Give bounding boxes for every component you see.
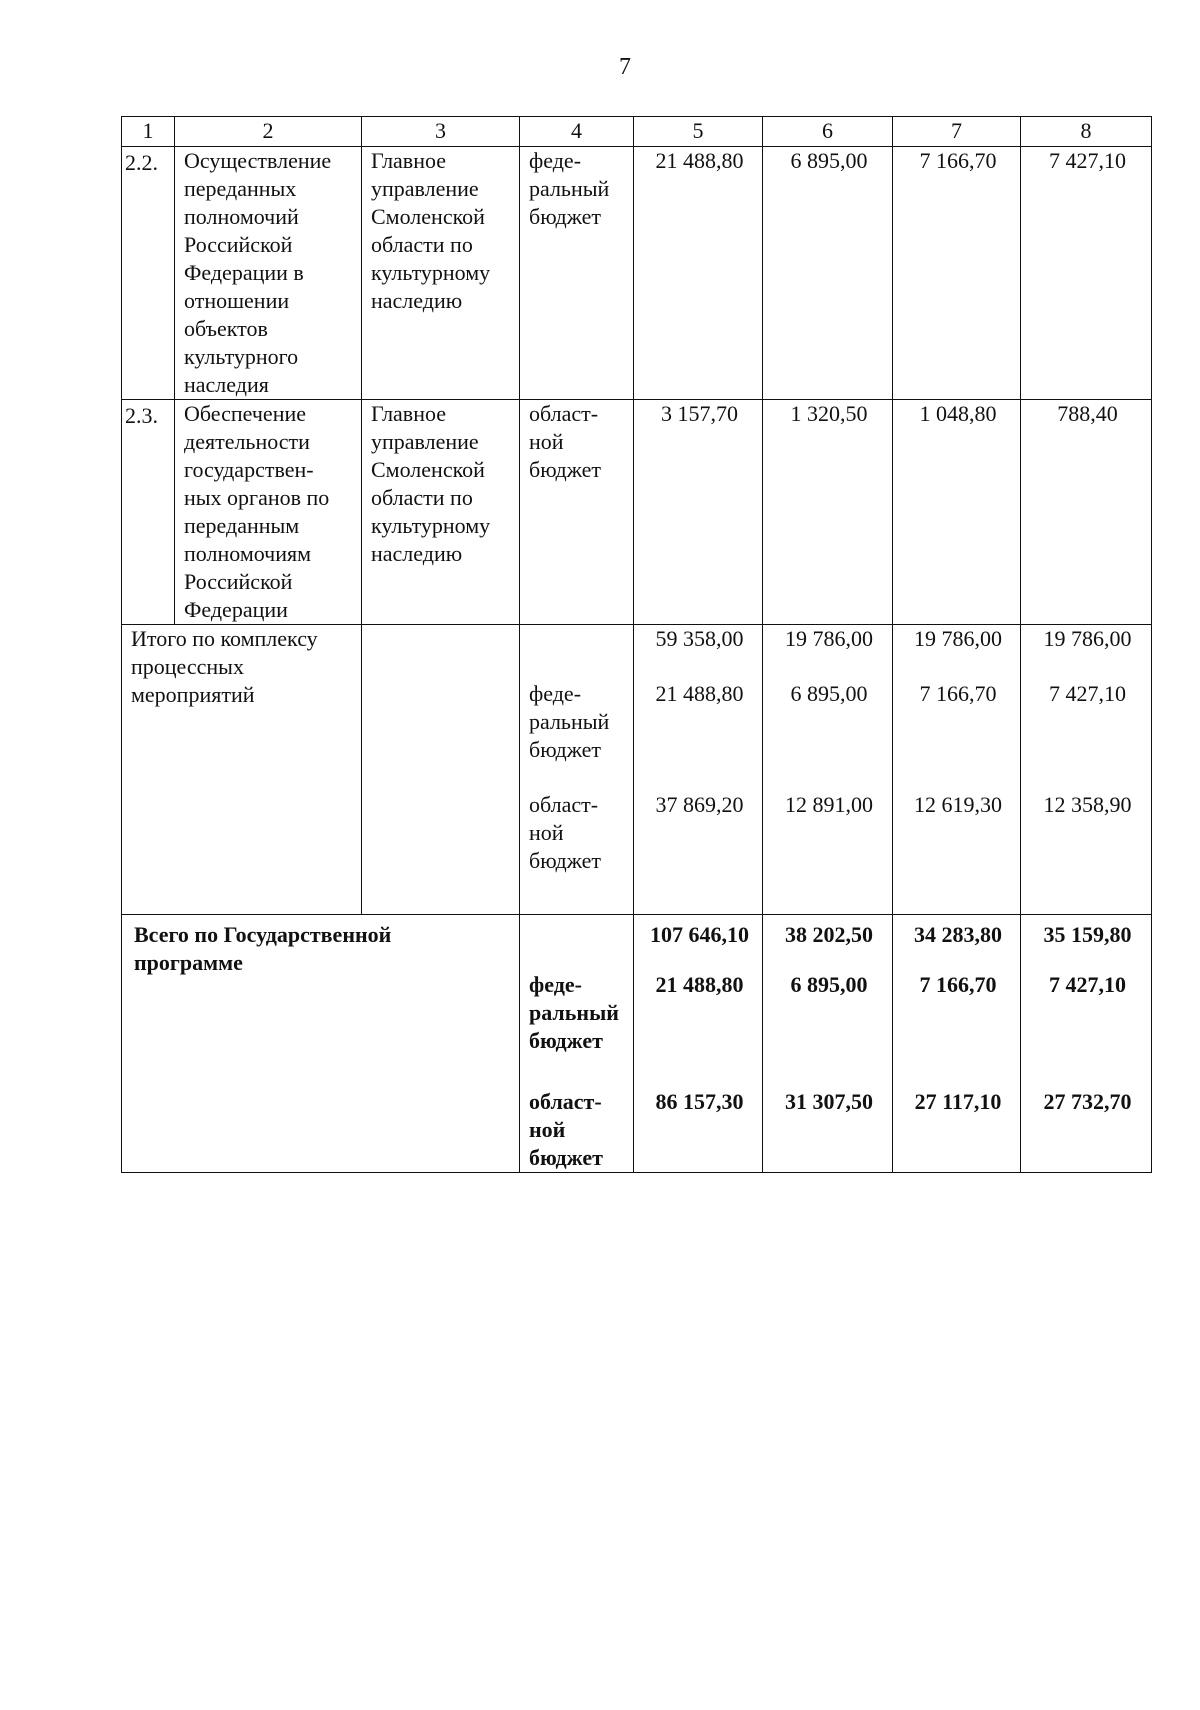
header-cell: 2 bbox=[175, 117, 362, 147]
header-cell: 3 bbox=[362, 117, 520, 147]
funding-source: феде- ральный бюджет област- ной бюджет bbox=[520, 915, 634, 1173]
event-name: Осуществление переданных полномочий Российской Федерации в отношении объектов культурного наследия bbox=[175, 147, 362, 400]
value-cell: 38 202,50 6 895,00 31 307,50 bbox=[763, 915, 893, 1173]
value-cell: 21 488,80 bbox=[634, 147, 763, 400]
value-cell: 34 283,80 7 166,70 27 117,10 bbox=[893, 915, 1021, 1173]
funding-source: област- ной бюджет bbox=[520, 400, 634, 625]
value-cell: 59 358,00 21 488,80 37 869,20 bbox=[634, 625, 763, 915]
header-cell: 8 bbox=[1021, 117, 1152, 147]
executor: Главное управление Смоленской области по культурному наследию bbox=[362, 147, 520, 400]
empty-cell bbox=[362, 625, 520, 915]
funding-source: феде- ральный бюджет област- ной бюджет bbox=[520, 625, 634, 915]
header-cell: 6 bbox=[763, 117, 893, 147]
event-name: Обеспечение деятельности государствен- ных органов по переданным полномочиям Российской Федерации bbox=[175, 400, 362, 625]
header-cell: 1 bbox=[122, 117, 175, 147]
executor: Главное управление Смоленской области по культурному наследию bbox=[362, 400, 520, 625]
value-cell: 3 157,70 bbox=[634, 400, 763, 625]
subtotal-row bbox=[122, 625, 1152, 915]
value-cell: 35 159,80 7 427,10 27 732,70 bbox=[1021, 915, 1152, 1173]
page-number: 7 bbox=[619, 54, 631, 80]
row-number: 2.3. bbox=[122, 400, 175, 625]
grand-total-label: Всего по Государственной программе bbox=[122, 915, 520, 1173]
value-cell: 788,40 bbox=[1021, 400, 1152, 625]
value-cell: 19 786,00 6 895,00 12 891,00 bbox=[763, 625, 893, 915]
header-cell: 4 bbox=[520, 117, 634, 147]
row-number: 2.2. bbox=[122, 147, 175, 400]
value-cell: 6 895,00 bbox=[763, 147, 893, 400]
value-cell: 1 320,50 bbox=[763, 400, 893, 625]
value-cell: 7 427,10 bbox=[1021, 147, 1152, 400]
grand-total-row bbox=[122, 915, 1152, 1173]
value-cell: 1 048,80 bbox=[893, 400, 1021, 625]
subtotal-label: Итого по комплексу процессных мероприятий bbox=[122, 625, 362, 915]
value-cell: 107 646,10 21 488,80 86 157,30 bbox=[634, 915, 763, 1173]
table-row bbox=[122, 400, 1152, 625]
funding-source: феде- ральный бюджет bbox=[520, 147, 634, 400]
value-cell: 19 786,00 7 166,70 12 619,30 bbox=[893, 625, 1021, 915]
table-row bbox=[122, 147, 1152, 400]
budget-table bbox=[121, 116, 1152, 1173]
value-cell: 7 166,70 bbox=[893, 147, 1021, 400]
header-cell: 5 bbox=[634, 117, 763, 147]
value-cell: 19 786,00 7 427,10 12 358,90 bbox=[1021, 625, 1152, 915]
header-cell: 7 bbox=[893, 117, 1021, 147]
header-row bbox=[122, 117, 1152, 147]
